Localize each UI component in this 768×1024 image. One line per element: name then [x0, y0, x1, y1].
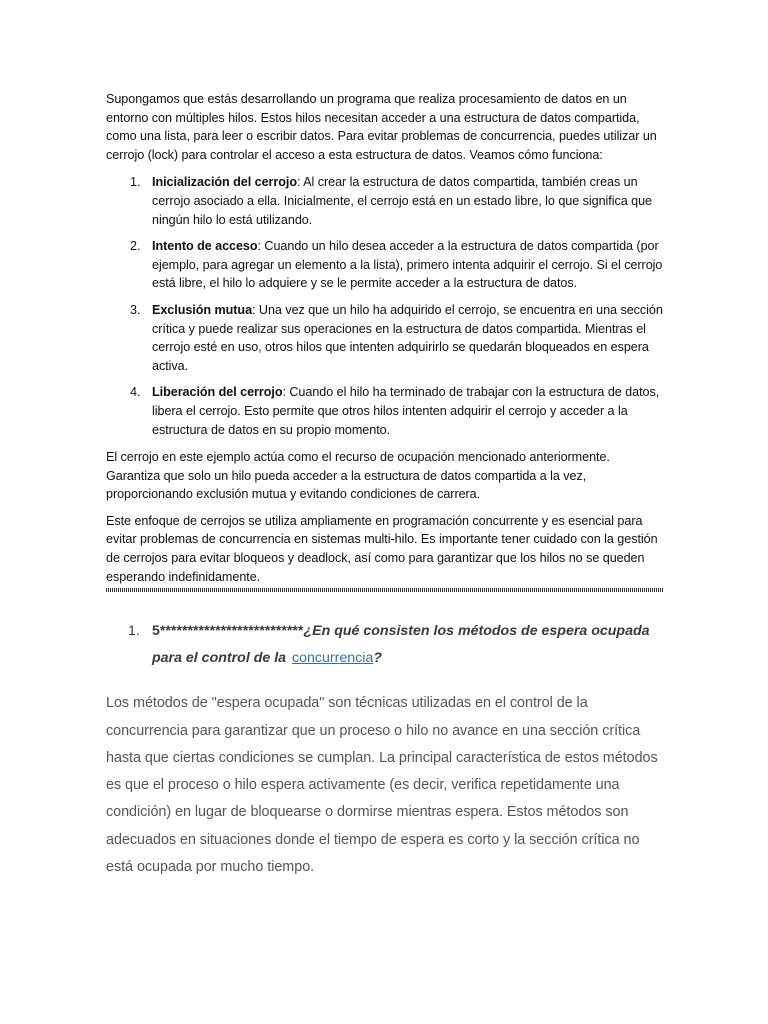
- question-stars: 5**************************: [152, 623, 304, 640]
- list-text: : Al crear la estructura de datos compartida, también creas un cerrojo asociado a ella. Inicialmente, el cerrojo está en un estado libre, lo que significa que ningún hilo lo está utilizando.: [152, 175, 652, 227]
- list-text: : Cuando el hilo ha terminado de trabajar con la estructura de datos, libera el cerrojo. Esto permite que otros hilos intenten adquirir el cerrojo y acceder a la estructura de datos en su propio momento.: [152, 385, 660, 437]
- question-text: ¿En qué consisten los métodos de espera ocupada para el control de la: [152, 623, 650, 667]
- list-number: 1.: [130, 175, 141, 190]
- question-heading: [106, 618, 664, 672]
- list-item: [106, 301, 664, 375]
- section-divider: [106, 588, 664, 592]
- list-term: Liberación del cerrojo: [152, 385, 283, 400]
- intro-paragraph: Supongamos que estás desarrollando un programa que realiza procesamiento de datos en un entorno con múltiples hilos. Estos hilos necesitan acceder a una estructura de datos compartida, como una lista, para leer o escribir datos. Para evitar problemas de concurrencia, puedes utilizar un cerrojo (lock) para controlar el acceso a esta estructura de datos. Veamos cómo funciona:: [106, 92, 657, 162]
- question-number: 1.: [128, 623, 140, 640]
- summary-paragraph: El cerrojo en este ejemplo actúa como el recurso de ocupación mencionado anteriormente. Garantiza que solo un hilo pueda acceder a la estructura de datos compartida a la vez, proporcionando exclusión mutua y evitando condiciones de carrera.: [106, 450, 610, 502]
- lock-steps-list: [106, 173, 664, 439]
- concurrencia-link[interactable]: concurrencia: [292, 650, 374, 667]
- list-term: Inicialización del cerrojo: [152, 175, 297, 190]
- list-text: : Cuando un hilo desea acceder a la estructura de datos compartida (por ejemplo, para agregar un elemento a la lista), primero intenta adquirir el cerrojo. Si el cerrojo está libre, el hilo lo adquiere y se le permite acceder a la estructura de datos.: [152, 239, 663, 291]
- list-number: 3.: [130, 302, 141, 317]
- list-number: 2.: [130, 239, 141, 254]
- answer-paragraph: Los métodos de "espera ocupada" son técnicas utilizadas en el control de la concurrencia para garantizar que un proceso o hilo no avance en una sección crítica hasta que ciertas condiciones se cumplan. La principal característica de estos métodos es que el proceso o hilo espera activamente (es decir, verifica repetidamente una condición) en lugar de bloquearse o dormirse mientras espera. Estos métodos son adecuados en situaciones donde el tiempo de espera es corto y la sección crítica no está ocupada por mucho tiempo.: [106, 695, 658, 876]
- list-item: [106, 383, 664, 439]
- document-page: [106, 90, 664, 896]
- list-term: Intento de acceso: [152, 239, 258, 254]
- list-number: 4.: [130, 385, 141, 400]
- conclusion-paragraph: Este enfoque de cerrojos se utiliza ampliamente en programación concurrente y es esencial para evitar problemas de concurrencia en sistemas multi-hilo. Es importante tener cuidado con la gestión de cerrojos para evitar bloqueos y deadlock, así como para garantizar que los hilos no se queden esperando indefinidamente.: [106, 513, 658, 584]
- list-item: [106, 237, 664, 293]
- list-item: [106, 173, 664, 229]
- question-end: ?: [373, 650, 382, 667]
- list-term: Exclusión mutua: [152, 302, 253, 317]
- list-text: : Una vez que un hilo ha adquirido el cerrojo, se encuentra en una sección crítica y puede realizar sus operaciones en la estructura de datos compartida. Mientras el cerrojo esté en uso, otros hilos que intenten adquirirlo se quedarán bloqueados en espera activa.: [152, 302, 663, 373]
